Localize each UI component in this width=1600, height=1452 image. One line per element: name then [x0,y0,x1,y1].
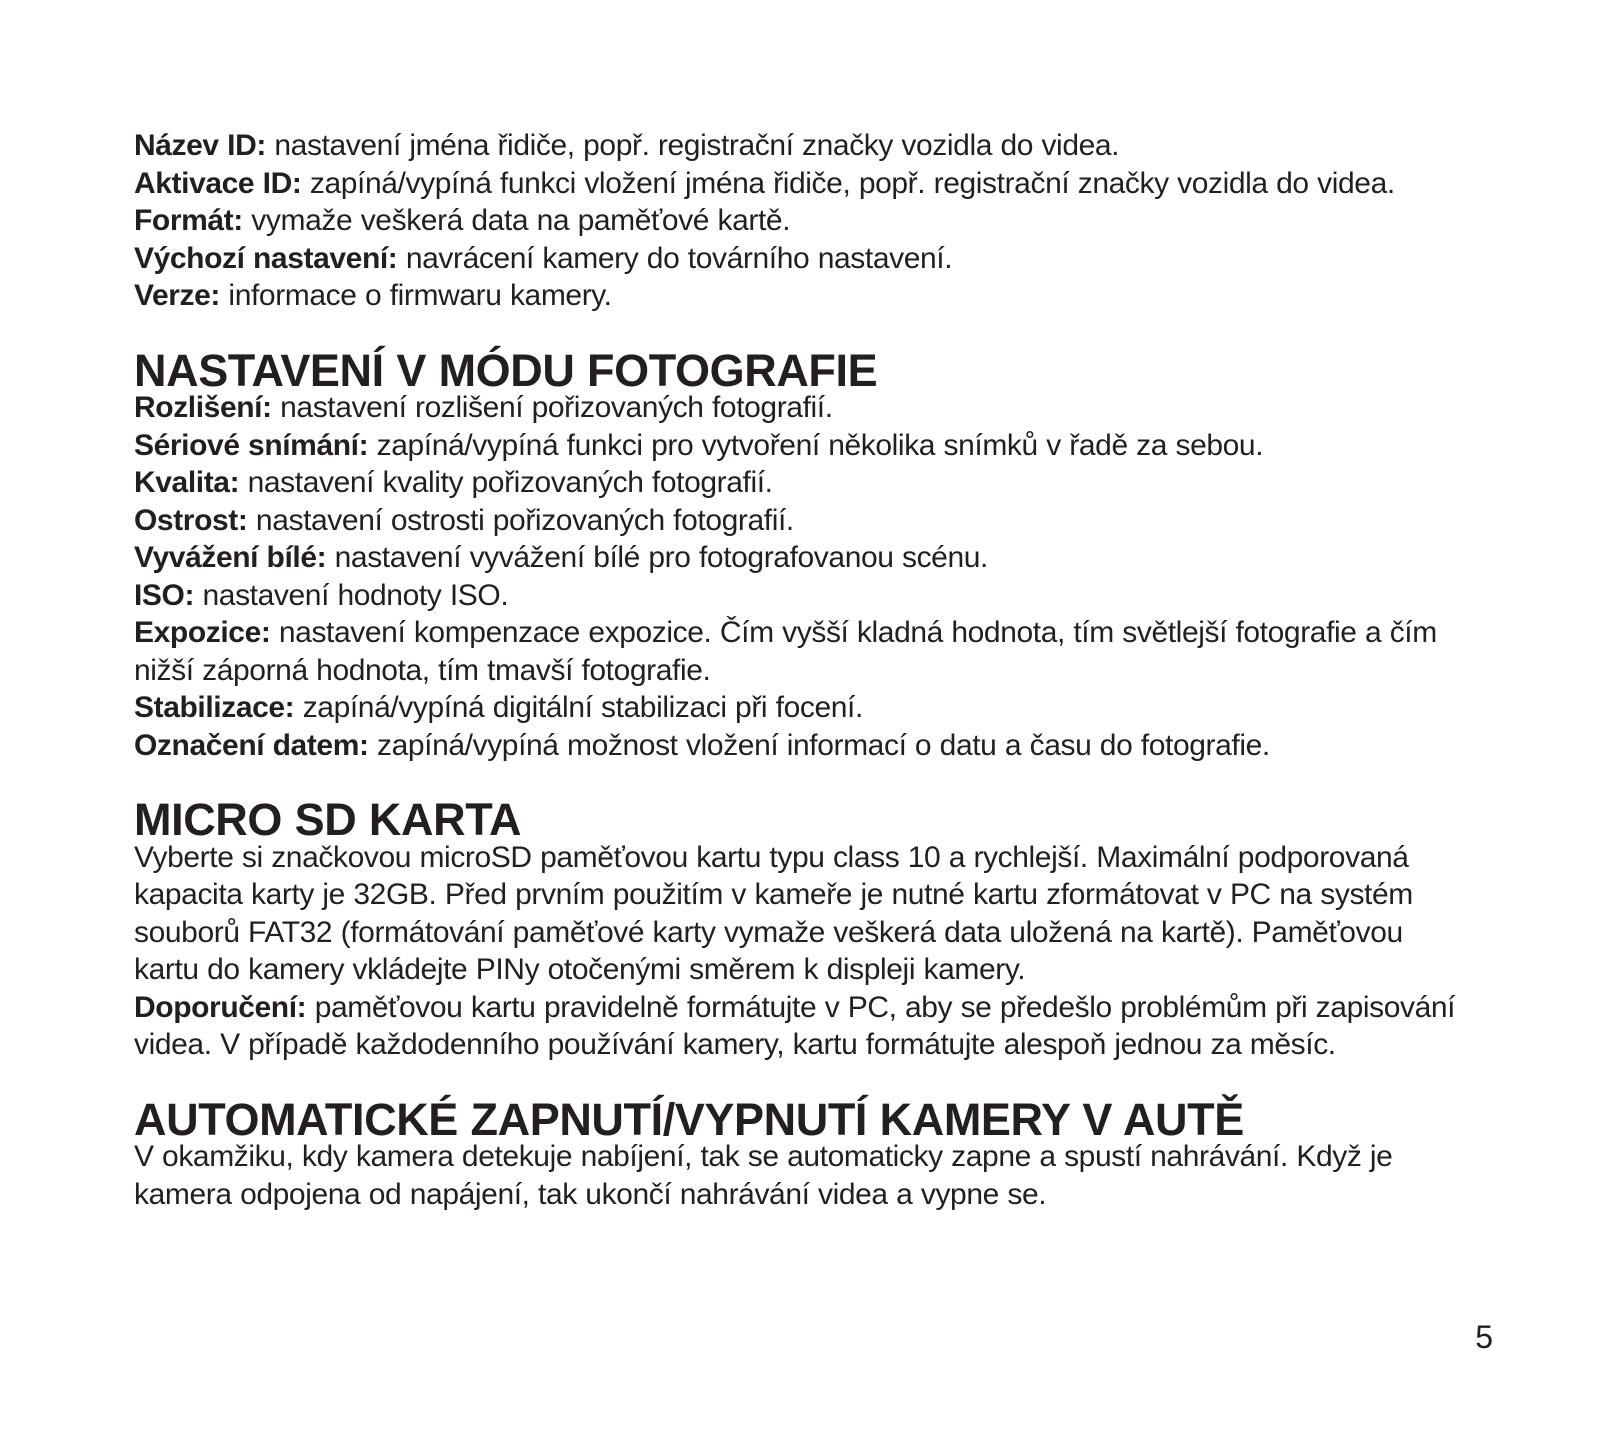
setting-term: Vyvážení bílé: [134,541,327,574]
setting-description: vymaže veškerá data na paměťové kartě. [242,204,791,237]
setting-description: informace o firmwaru kamery. [220,279,612,312]
photo-item-exposure [134,614,1474,689]
photo-mode-section [134,344,1474,765]
photo-item-burst [134,427,1474,465]
setting-description: nastavení ostrosti pořizovaných fotografií. [247,503,794,537]
setting-term: Aktivace ID: [134,166,302,200]
auto-power-paragraph: V okamžiku, kdy kamera detekuje nabíjení, tak se automaticky zapne a spustí nahrávání. Když je kamera odpojena od napájení, tak ukončí nahrávání videa a vypne se. [134,1140,1393,1211]
photo-item-iso [134,577,1474,615]
setting-item-id-activation [134,165,1474,203]
section-heading: AUTOMATICKÉ ZAPNUTÍ/VYPNUTÍ KAMERY V AUTĚ [134,1093,1244,1145]
setting-term: ISO: [134,578,195,612]
page-number: 5 [1475,1319,1493,1355]
setting-description: nastavení kompenzace expozice. Čím vyšší kladná hodnota, tím světlejší fotografie a čím nižší záporná hodnota, tím tmavší fotografie. [134,616,1437,687]
setting-item-version [134,277,1474,315]
setting-term: Výchozí nastavení: [134,241,398,275]
setting-description: nastavení rozlišení pořizovaných fotografií. [271,391,833,424]
sd-card-paragraph: Vyberte si značkovou microSD paměťovou kartu typu class 10 a rychlejší. Maximální podporovaná kapacita karty je 32GB. Před prvním použitím v kameře je nutné kartu zformátovat v PC na systém souborů FAT32 (formátování paměťové karty vymaže veškerá data uložená na kartě). Paměťovou kartu do kamery vkládejte PINy otočenými směrem k displeji kamery. [134,840,1413,986]
photo-item-white-balance [134,539,1474,577]
setting-description: nastavení vyvážení bílé pro fotografovanou scénu. [326,541,988,574]
setting-item-name-id [134,127,1474,165]
setting-term: Formát: [134,204,243,237]
micro-sd-section [134,794,1474,1064]
page-content [134,127,1474,1213]
settings-list [134,127,1474,315]
setting-description: nastavení kvality pořizovaných fotografií. [239,466,773,499]
photo-item-stabilization [134,689,1474,727]
setting-description: zapíná/vypíná funkci vložení jména řidiče, popř. registrační značky vozidla do videa. [301,166,1395,200]
photo-item-sharpness [134,502,1474,540]
setting-term: Stabilizace: [134,691,295,724]
setting-term: Rozlišení: [134,391,272,424]
setting-term: Expozice: [134,616,271,649]
recommendation-text: paměťovou kartu pravidelně formátujte v PC, aby se předešlo problémům při zapisování videa. V případě každodenního používání kamery, kartu formátujte alespoň jednou za měsíc. [134,990,1456,1061]
setting-item-default-settings [134,240,1474,278]
photo-item-quality [134,464,1474,502]
recommendation-term: Doporučení: [134,990,307,1024]
sd-card-recommendation [134,989,1474,1064]
setting-term: Sériové snímání: [134,428,369,462]
setting-term: Kvalita: [134,466,240,499]
setting-description: zapíná/vypíná funkci pro vytvoření několika snímků v řadě za sebou. [368,428,1264,462]
section-heading: NASTAVENÍ V MÓDU FOTOGRAFIE [134,344,878,396]
setting-term: Verze: [134,279,220,312]
setting-description: nastavení hodnoty ISO. [194,578,509,612]
setting-term: Ostrost: [134,503,248,537]
photo-item-date-stamp [134,727,1474,765]
setting-item-format [134,202,1474,240]
setting-description: zapíná/vypíná digitální stabilizaci při focení. [294,691,863,724]
setting-term: Název ID: [134,129,266,162]
section-heading: MICRO SD KARTA [134,794,522,845]
setting-description: nastavení jména řidiče, popř. registrační značky vozidla do videa. [265,129,1120,162]
photo-item-resolution [134,389,1474,427]
setting-term: Označení datem: [134,728,369,762]
setting-description: zapíná/vypíná možnost vložení informací o datu a času do fotografie. [368,728,1270,762]
setting-description: navrácení kamery do továrního nastavení. [397,241,953,275]
auto-power-section [134,1093,1474,1214]
